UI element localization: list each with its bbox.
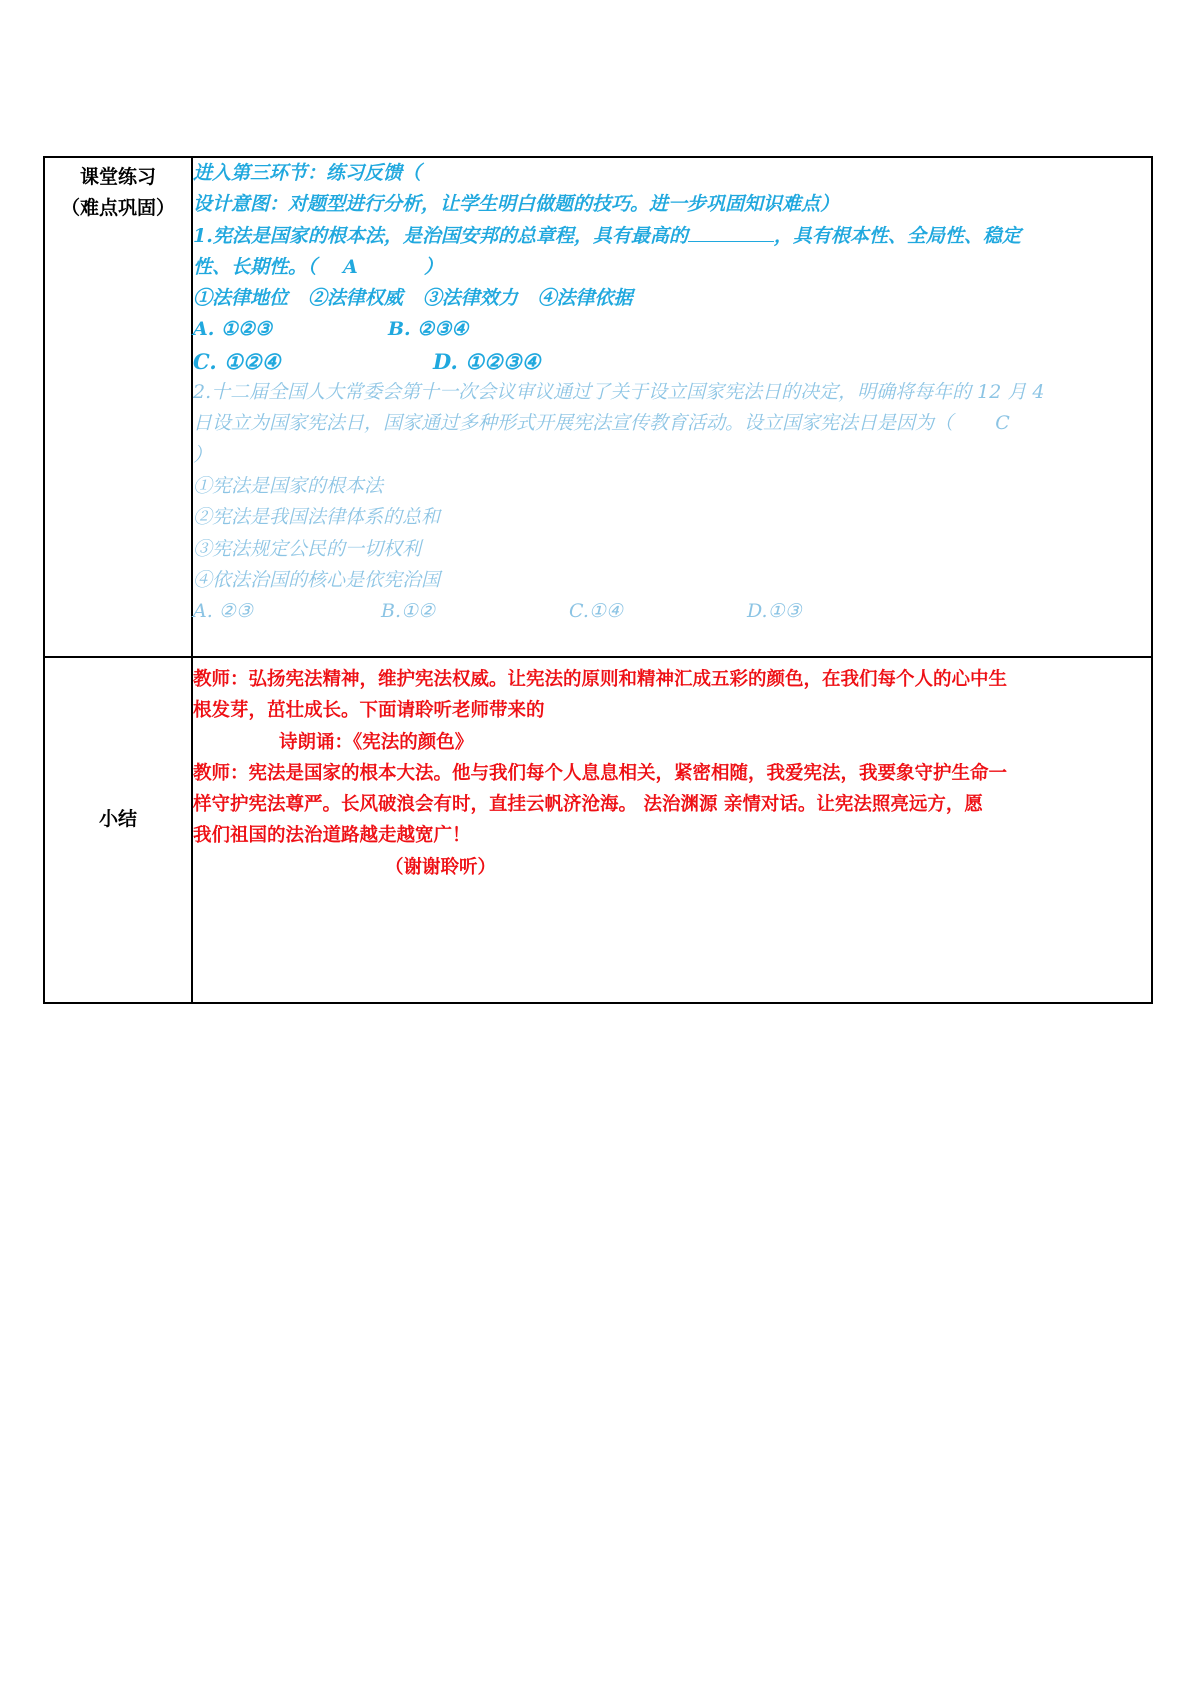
summary-label-cell	[44, 657, 192, 1003]
exercise-label-cell	[44, 157, 192, 657]
summary-p2-line3: 我们祖国的法治道路越走越宽广！	[193, 825, 471, 847]
lesson-plan-table	[43, 156, 1153, 1004]
summary-p1-line2: 根发芽，茁壮成长。下面请聆听老师带来的	[193, 700, 545, 722]
summary-content-cell	[192, 657, 1152, 1003]
q2-stem-line2: 日设立为国家宪法日，国家通过多种形式开展宪法宣传教育活动。设立国家宪法日是因为（ C	[193, 412, 1010, 435]
q2-stem-line3: ）	[193, 443, 213, 466]
q2-item-3: ③宪法规定公民的一切权利	[193, 537, 422, 560]
q1-blank	[688, 221, 774, 242]
q2-item-1: ①宪法是国家的根本法	[193, 474, 384, 497]
exercise-row	[44, 157, 1152, 657]
exercise-label-line2: （难点巩固）	[60, 197, 175, 219]
section-title: 进入第三环节：练习反馈（	[193, 162, 422, 184]
q1-options-cd	[193, 346, 1151, 377]
poem-title: 诗朗诵：《宪法的颜色》	[279, 731, 474, 753]
q1-option-b: B. ②③④	[388, 318, 469, 341]
q1-option-a: A. ①②③	[193, 318, 273, 341]
summary-p2-line1: 教师：宪法是国家的根本大法。他与我们每个人息息相关，紧密相随，我爱宪法，我要象守护生命一	[193, 762, 1008, 784]
q2-option-d: D.①③	[747, 600, 802, 623]
q2-option-c: C.①④	[569, 600, 623, 623]
q2-option-a: A. ②③	[193, 600, 253, 623]
q2-item-4: ④依法治国的核心是依宪治国	[193, 568, 441, 591]
q1-option-c: C. ①②④	[193, 348, 281, 374]
q1-option-d: D. ①②③④	[433, 348, 541, 374]
summary-p1-line1: 教师：弘扬宪法精神，维护宪法权威。让宪法的原则和精神汇成五彩的颜色，在我们每个人的心中生	[193, 669, 1008, 690]
q2-option-b: B.①②	[381, 600, 436, 623]
design-intent: 设计意图：对题型进行分析，让学生明白做题的技巧。进一步巩固知识难点）	[193, 193, 840, 216]
q1-choices: ①法律地位 ②法律权威 ③法律效力 ④法律依据	[193, 287, 633, 310]
q1-stem-line1	[193, 221, 1151, 252]
q2-stem-line1: 2.十二届全国人大常委会第十一次会议审议通过了关于设立国家宪法日的决定，明确将每年的 12 月 4	[193, 381, 1045, 404]
summary-row	[44, 657, 1152, 1003]
q2-item-2: ②宪法是我国法律体系的总和	[193, 506, 441, 529]
exercise-label-line1: 课堂练习	[79, 166, 156, 188]
q2-options	[193, 596, 1151, 627]
exercise-content-cell	[192, 157, 1152, 657]
summary-p2-line2: 样守护宪法尊严。长风破浪会有时，直挂云帆济沧海。 法治渊源 亲情对话。让宪法照亮远方，愿	[193, 794, 983, 816]
thanks-text: （谢谢聆听）	[385, 856, 497, 878]
q1-options-ab	[193, 314, 1151, 345]
q1-stem-part1: 1.宪法是国家的根本法，是治国安邦的总章程，具有最高的	[193, 224, 688, 247]
q1-stem-part2: ，具有根本性、全局性、稳定	[773, 224, 1021, 247]
q1-stem-line2: 性、长期性。（ A ）	[193, 255, 443, 278]
summary-label: 小结	[98, 808, 137, 830]
